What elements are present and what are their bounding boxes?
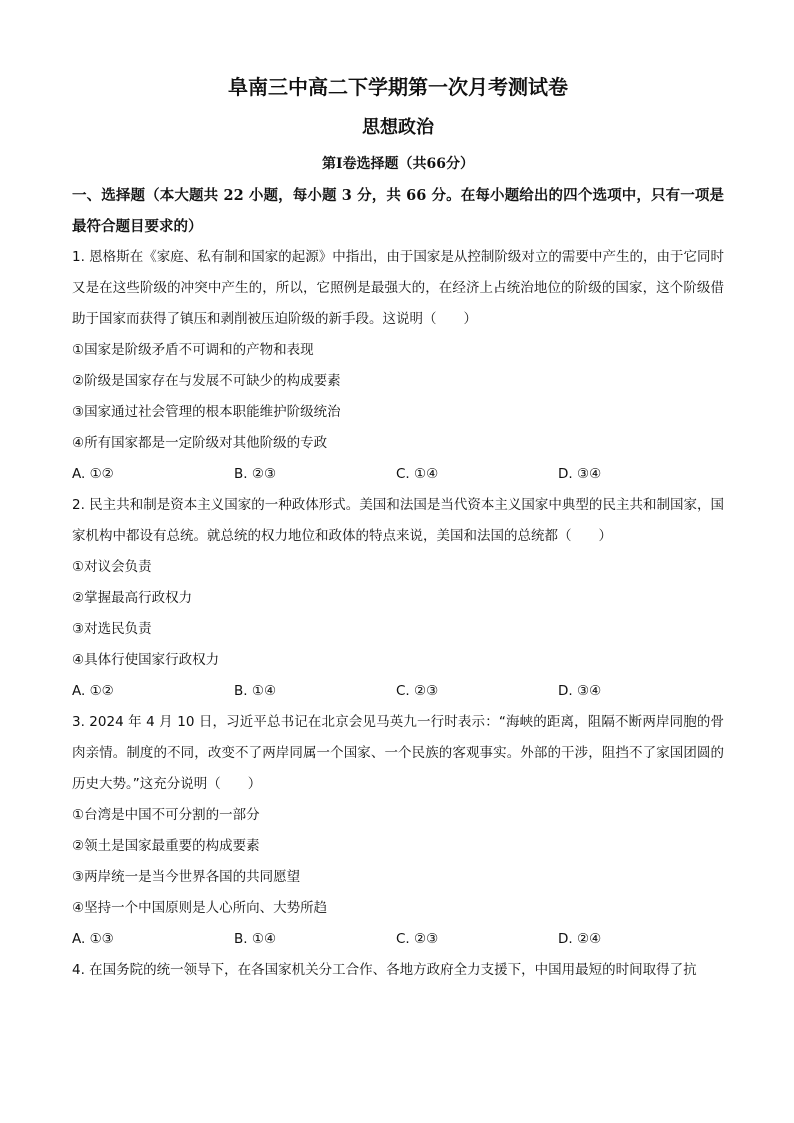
answer-choices <box>72 459 724 490</box>
statement-option: ④具体行使国家行政权力 <box>72 652 220 668</box>
statement-option: ②掌握最高行政权力 <box>72 590 193 606</box>
section-heading: 一、选择题（本大题共 22 小题，每小题 3 分，共 66 分。在每小题给出的四个选项中，只有一项是最符合题目要求的） <box>72 187 724 235</box>
choice-c: C. ②③ <box>396 683 439 699</box>
choice-b: B. ②③ <box>234 466 277 482</box>
statement-option: ④所有国家都是一定阶级对其他阶级的专政 <box>72 435 328 451</box>
exam-page <box>72 60 724 986</box>
statement-option: ②阶级是国家存在与发展不可缺少的构成要素 <box>72 373 341 389</box>
choice-b: B. ①④ <box>234 931 277 947</box>
choice-c: C. ①④ <box>396 466 439 482</box>
statement-option: ③两岸统一是当今世界各国的共同愿望 <box>72 869 301 885</box>
statement-option: ③对选民负责 <box>72 621 152 637</box>
answer-choices <box>72 676 724 707</box>
statement-option: ③国家通过社会管理的根本职能维护阶级统治 <box>72 404 341 420</box>
choice-b: B. ①④ <box>234 683 277 699</box>
statement-option: ①国家是阶级矛盾不可调和的产物和表现 <box>72 342 314 358</box>
choice-a: A. ①② <box>72 466 114 482</box>
question-3 <box>72 707 724 955</box>
question-2 <box>72 490 724 707</box>
answer-choices <box>72 924 724 955</box>
question-stem: 2. 民主共和制是资本主义国家的一种政体形式。美国和法国是当代资本主义国家中典型的民主共和制国家，国家机构中都设有总统。就总统的权力地位和政体的特点来说，美国和法国的总统都（ ） <box>72 497 724 544</box>
subject-title: 思想政治 <box>362 117 434 138</box>
question-stem: 3. 2024 年 4 月 10 日，习近平总书记在北京会见马英九一行时表示：“海峡的距离，阻隔不断两岸同胞的骨肉亲情。制度的不同，改变不了两岸同属一个国家、一个民族的客观事实。外部的干涉，阻挡不了家国团圆的历史大势。”这充分说明（ ） <box>72 714 724 792</box>
statement-option: ①对议会负责 <box>72 559 152 575</box>
question-4 <box>72 955 724 986</box>
statement-option: ①台湾是中国不可分割的一部分 <box>72 807 260 823</box>
exam-title: 阜南三中高二下学期第一次月考测试卷 <box>228 75 568 99</box>
choice-a: A. ①② <box>72 683 114 699</box>
question-stem: 4. 在国务院的统一领导下，在各国家机关分工合作、各地方政府全力支援下，中国用最短的时间取得了抗 <box>72 962 697 978</box>
choice-a: A. ①③ <box>72 931 114 947</box>
statement-option: ②领土是国家最重要的构成要素 <box>72 838 260 854</box>
choice-d: D. ③④ <box>558 466 602 482</box>
choice-c: C. ②③ <box>396 931 439 947</box>
question-stem: 1. 恩格斯在《家庭、私有制和国家的起源》中指出，由于国家是从控制阶级对立的需要中产生的，由于它同时又是在这些阶级的冲突中产生的，所以，它照例是最强大的，在经济上占统治地位的阶级的国家，这个阶级借助于国家而获得了镇压和剥削被压迫阶级的新手段。这说明（ ） <box>72 249 724 327</box>
choice-d: D. ②④ <box>558 931 602 947</box>
question-1 <box>72 242 724 490</box>
choice-d: D. ③④ <box>558 683 602 699</box>
statement-option: ④坚持一个中国原则是人心所向、大势所趋 <box>72 900 328 916</box>
part-title: 第Ⅰ卷选择题（共66分） <box>321 156 475 172</box>
